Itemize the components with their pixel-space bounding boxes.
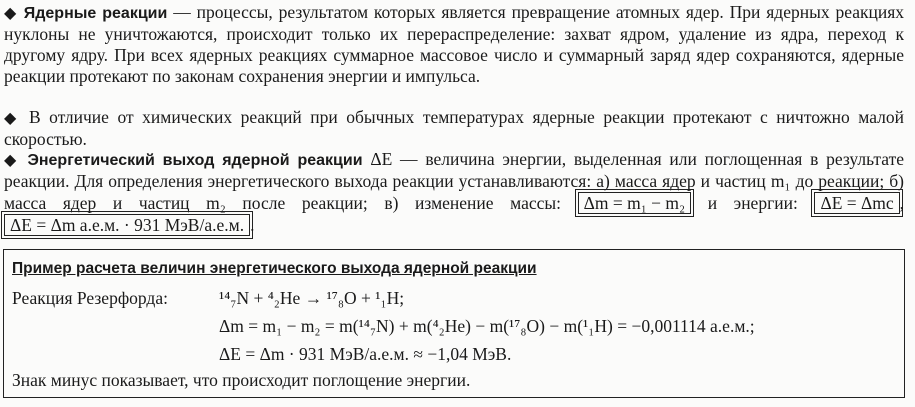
- diamond-bullet-icon: ◆: [4, 5, 18, 22]
- paragraph-nuclear-reactions: [4, 2, 904, 87]
- term-energy-yield: Энергетический выход ядерной реакции: [27, 152, 363, 169]
- speed-text: В отличие от химических реакций при обычных температурах ядерные реакции протекают с ничтожно малой скоростью.: [4, 107, 905, 149]
- diamond-bullet-icon: ◆: [4, 110, 21, 127]
- reaction-equation: ¹⁴₇N + ⁴₂He → ¹⁷₈O + ¹₁H;: [219, 288, 405, 308]
- reaction-label: Реакция Резерфорда:: [12, 288, 168, 308]
- paragraph-energy-yield: ◆ Энергетический выход ядерной реакции ΔE — величина энергии, выделенная или поглощенная в результате реакции. Для определения энергетического выхода реакции устанавливаются: а) масса ядер и частиц m₁ до реакции; б) масса ядер и частиц m₂ после реакции; в) изменение массы: Δm = m₁ − m₂ и энергии: ΔE = Δmc , ΔE = Δm а.е.м. · 931 МэВ/а.е.м. .: [4, 149, 905, 235]
- energy-equation: ΔE = Δm · 931 МэВ/а.е.м. ≈ −1,04 МэВ.: [219, 344, 512, 364]
- definition-text: — процессы, результатом которых является превращение атомных ядер. При ядерных реакциях нуклоны не уничтожаются, происходит только их перераспределение: захват ядром, удаление из ядра, переход к другому ядру. При всех ядерных реакциях суммарное массовое число и суммарный заряд ядер сохраняются, ядерные реакции протекают по законам сохранения энергии и импульса.: [4, 2, 905, 86]
- term-nuclear-reactions: Ядерные реакции: [23, 5, 168, 22]
- conclusion-text: Знак минус показывает, что происходит поглощение энергии.: [12, 370, 471, 390]
- formula-energy-amu: ΔE = Δm а.е.м. · 931 МэВ/а.е.м.: [4, 214, 250, 236]
- formula-mass-change: Δm = m₁ − m₂: [578, 192, 692, 214]
- end-period: .: [250, 215, 255, 235]
- diamond-bullet-icon: ◆: [4, 152, 20, 169]
- example-title: Пример расчета величин энергетического выхода ядерной реакции: [12, 260, 537, 277]
- mass-change-equation: Δm = m₁ − m₂ = m(¹⁴₇N) + m(⁴₂He) − m(¹⁷₈O) − m(¹₁H) = −0,001114 а.е.м.;: [219, 316, 755, 336]
- energy-label: и энергии:: [691, 193, 815, 213]
- formula-energy-mc: ΔE = Δmc: [814, 192, 899, 214]
- paragraph-reaction-speed: [4, 107, 904, 150]
- example-box: [3, 249, 905, 398]
- energy-yield-text: ΔE — величина энергии, выделенная или поглощенная в результате реакции. Для определения энергетического выхода реакции устанавливаются: а) масса ядер и частиц m₁ до реакции; б) масса ядер и частиц m₂ после реакции; в) изменение массы:: [4, 149, 905, 213]
